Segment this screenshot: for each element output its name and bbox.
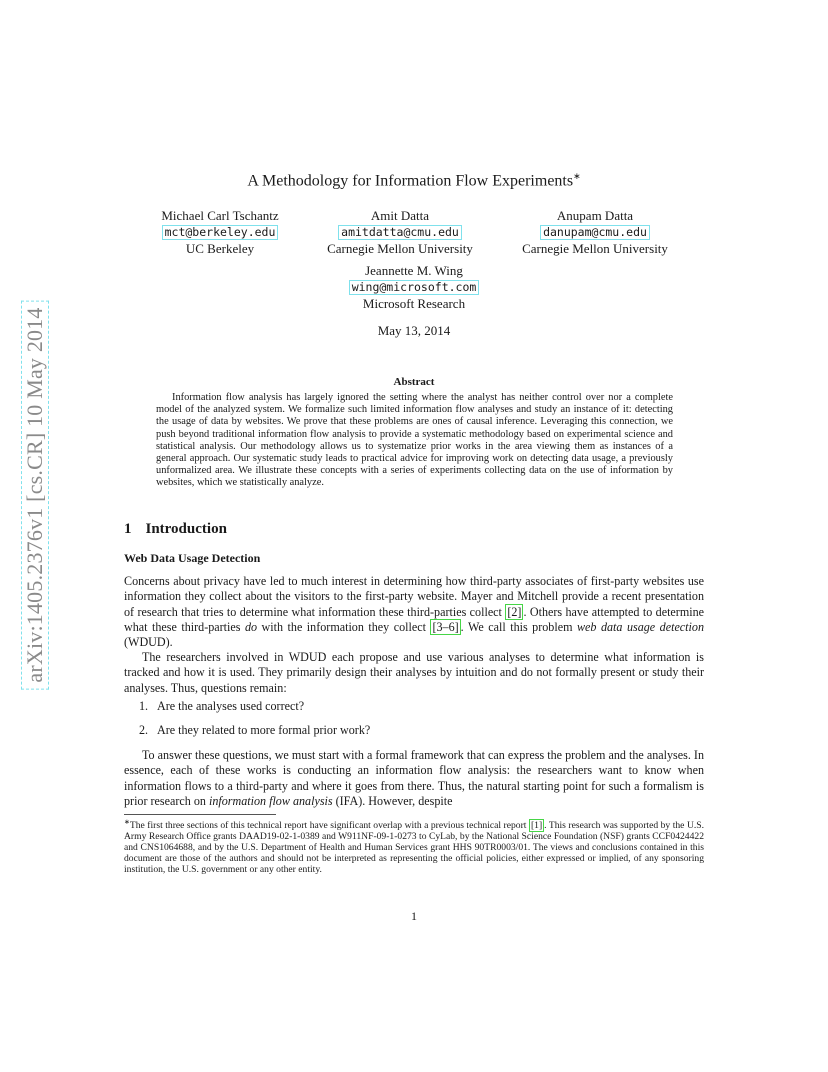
footnote [124,817,704,876]
author-email-link[interactable]: mct@berkeley.edu [162,225,279,240]
abstract-heading: Abstract [393,376,435,388]
author-email-link[interactable]: danupam@cmu.edu [540,225,650,240]
section-heading [124,521,227,538]
author-name: Jeannette M. Wing [365,263,463,278]
author-block-1 [140,208,300,257]
list-number: 2. [139,723,149,737]
author-block-4 [314,263,514,312]
list-text: Are they related to more formal prior work? [157,723,371,737]
author-email-link[interactable]: amitdatta@cmu.edu [338,225,462,240]
section-number: 1 [124,521,132,537]
author-affiliation: Carnegie Mellon University [327,241,473,256]
text-run: . This research was supported by the U.S. Army Research Office grants DAAD19-02-1-0389 and W911NF-09-1-0273 to CyLab, by the National Science Foundation (NSF) grants CCF0424422 and CNS1064688, and by the U.S. Department of Health and Human Services grant HHS 90TR0003/01. The views and conclusions contained in this document are those of the authors and should not be interpreted as representing the official policies, either expressed or implied, of any sponsoring institution, the U.S. government or any other entity. [124,820,704,875]
author-block-3 [505,208,685,257]
author-block-2 [310,208,490,257]
text-run: . We call this problem [460,619,577,634]
emphasis-text: web data usage detection [576,619,704,634]
author-email-link[interactable]: wing@microsoft.com [349,280,480,295]
section-title-text: Introduction [145,521,227,537]
paper-date: May 13, 2014 [377,323,451,338]
author-name: Anupam Datta [556,208,634,223]
paragraph-3 [124,748,704,809]
title-text: A Methodology for Information Flow Experiments [247,172,574,190]
paragraph-2: The researchers involved in WDUD each propose and use various analyses to determine what information is tracked and how it is used. They primarily design their analyses by intuition and do not formally present or study their analyses. Thus, questions remain: [124,650,704,695]
emphasis-text: information flow analysis [208,793,333,808]
text-run: (WDUD). [124,635,173,650]
list-text: Are the analyses used correct? [157,699,305,713]
text-run: with the information they collect [257,619,431,634]
paper-title [0,171,828,190]
text-run: The first three sections of this technical report have significant overlap with a previous technical report [129,820,529,832]
arxiv-identifier-link[interactable]: arXiv:1405.2376v1 [cs.CR] 10 May 2014 [21,300,49,689]
emphasis-text: do [244,619,258,634]
author-affiliation: Microsoft Research [362,296,466,311]
citation-link[interactable]: [1] [530,820,543,832]
title-footnote-mark[interactable]: ∗ [573,171,581,181]
text-run: (IFA). However, despite [332,793,453,808]
text-run: Concerns about privacy have led to much interest in determining how third-party associates of first-party websites use information they collect about the visitors to the first-party website. Mayer and Mitchell provide a recent presentation of research that tries to determine what information these third-parties collect [124,574,704,619]
footnote-divider [124,814,276,815]
list-item [139,723,370,738]
subsection-heading: Web Data Usage Detection [124,551,261,565]
page-number: 1 [411,909,417,923]
citation-link[interactable]: [3–6] [432,619,459,634]
list-number: 1. [139,699,149,713]
paragraph-1 [124,574,704,650]
list-item [139,699,304,714]
text-run: . Others have attempted to determine what these third-parties [124,604,705,634]
text-run: To answer these questions, we must start with a formal framework that can express the problem and the analyses. In essence, each of these works is conducting an information flow analysis: the researchers want to know when information flows to a third-party and where it goes from there. Thus, the natural starting point for such a formalism is prior research on [124,748,704,808]
author-name: Amit Datta [370,208,430,223]
citation-link[interactable]: [2] [507,604,522,619]
abstract-text: Information flow analysis has largely ignored the setting where the analyst has neither control over nor a complete model of the analyzed system. We formalize such limited information flow analyses and study an instance of it: detecting the usage of data by websites. We prove that these problems are ones of causal inference. Leveraging this connection, we push beyond traditional information flow analysis to provide a systematic methodology based on experimental science and statistical analysis. Our methodology allows us to systematize prior works in the area viewing them as instances of a general approach. Our systematic study leads to practical advice for improving work on detecting data usage, a previously unformalized area. We illustrate these concepts with a series of experiments collecting data on the use of information by websites, which we statistically analyze. [156,392,673,489]
author-affiliation: Carnegie Mellon University [522,241,668,256]
author-name: Michael Carl Tschantz [161,208,279,223]
footnote-mark: ∗ [124,818,130,826]
author-affiliation: UC Berkeley [185,241,255,256]
